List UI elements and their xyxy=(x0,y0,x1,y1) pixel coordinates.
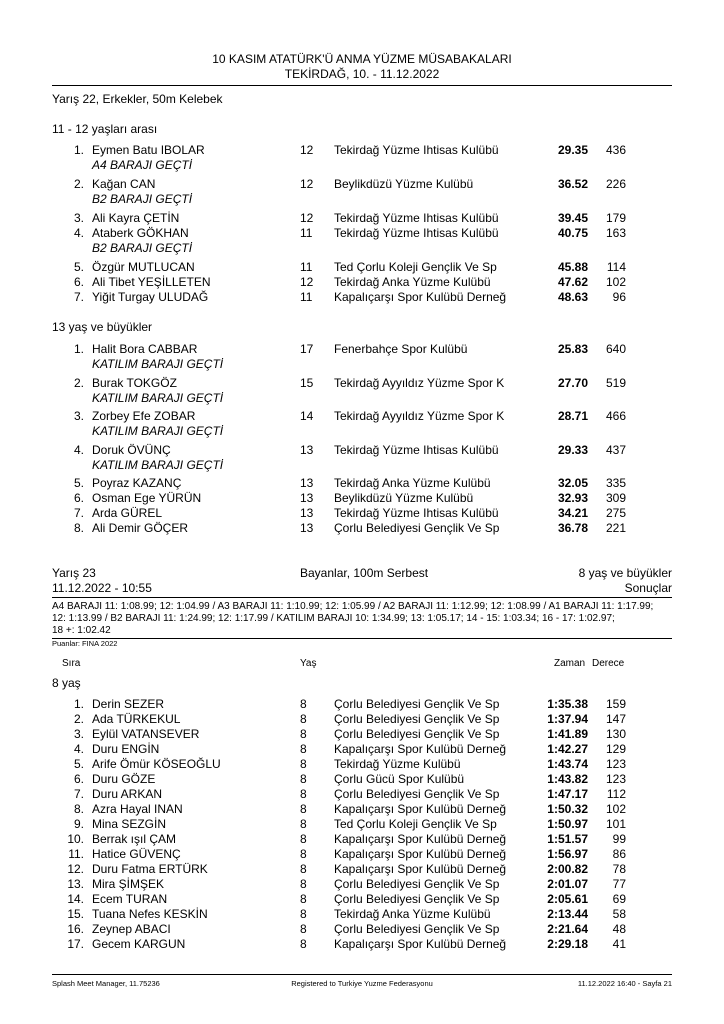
club-name: Beylikdüzü Yüzme Kulübü xyxy=(334,491,474,505)
swimmer-name: Ali Tibet YEŞİLLETEN xyxy=(92,275,211,289)
swimmer-name: Ada TÜRKEKUL xyxy=(92,712,181,726)
result-row xyxy=(0,817,724,831)
swimmer-name: Doruk ÖVÜNÇ xyxy=(92,443,171,457)
result-row xyxy=(0,832,724,846)
swim-time: 1:37.94 xyxy=(547,712,588,726)
swim-time: 1:35.38 xyxy=(547,697,588,711)
rank: 6. xyxy=(73,491,84,505)
club-name: Tekirdağ Ayyıldız Yüzme Spor K xyxy=(334,376,505,390)
rank: 13. xyxy=(67,877,84,891)
swimmer-name: Mira ŞİMŞEK xyxy=(92,877,165,891)
club-name: Tekirdağ Anka Yüzme Kulübü xyxy=(334,476,491,490)
swimmer-name: Eymen Batu IBOLAR xyxy=(92,143,205,157)
swimmer-name: Kağan CAN xyxy=(92,177,156,191)
club-name: Çorlu Belediyesi Gençlik Ve Sp xyxy=(334,787,500,801)
fina-points: 221 xyxy=(605,521,626,535)
race23-rule-bottom xyxy=(52,638,672,639)
club-name: Çorlu Belediyesi Gençlik Ve Sp xyxy=(334,697,500,711)
swimmer-name: Duru GÖZE xyxy=(92,772,156,786)
age: 11 xyxy=(300,260,313,274)
rank: 14. xyxy=(67,892,84,906)
fina-points: 102 xyxy=(605,802,626,816)
fina-points: 101 xyxy=(605,817,626,831)
age: 8 xyxy=(300,787,307,801)
fina-points: 640 xyxy=(605,342,626,356)
swimmer-name: Tuana Nefes KESKİN xyxy=(92,907,208,921)
result-row xyxy=(0,342,724,371)
rank: 6. xyxy=(73,275,84,289)
age: 12 xyxy=(300,211,314,225)
race23-datetime: 11.12.2022 - 10:55 xyxy=(52,581,152,595)
age: 12 xyxy=(300,275,314,289)
swimmer-name: Ataberk GÖKHAN xyxy=(92,226,189,240)
swim-time: 2:00.82 xyxy=(547,862,588,876)
rank: 2. xyxy=(73,712,84,726)
meet-location-date: TEKİRDAĞ, 10. - 11.12.2022 xyxy=(284,67,440,81)
points-note: Puanlar: FINA 2022 xyxy=(52,639,118,648)
result-row xyxy=(0,226,724,255)
result-row xyxy=(0,443,724,472)
rank: 16. xyxy=(67,922,84,936)
swimmer-name: Berrak ışıl ÇAM xyxy=(92,832,177,846)
result-row xyxy=(0,476,724,490)
age: 15 xyxy=(300,376,314,390)
meet-title: 10 KASIM ATATÜRK'Ü ANMA YÜZME MÜSABAKALARI xyxy=(212,52,512,66)
rank: 10. xyxy=(67,832,84,846)
club-name: Tekirdağ Ayyıldız Yüzme Spor K xyxy=(334,409,505,423)
swim-time: 27.70 xyxy=(557,376,588,390)
col-points-header: Derece xyxy=(592,658,625,669)
age: 8 xyxy=(300,772,307,786)
club-name: Ted Çorlu Koleji Gençlik Ve Sp xyxy=(334,260,497,274)
fina-points: 69 xyxy=(612,892,626,906)
rank: 3. xyxy=(73,409,84,423)
swimmer-name: Ali Kayra ÇETİN xyxy=(92,211,180,225)
swim-time: 2:21.64 xyxy=(547,922,588,936)
race23-standards-line1: A4 BARAJI 11: 1:08.99; 12: 1:04.99 / A3 BARAJI 11: 1:10.99; 12: 1:05.99 / A2 BARAJI 11: 1:12.99; 12: 1:08.99 / A1 BARAJI 11: 1:17.99; xyxy=(52,601,654,612)
race23-category: 8 yaş ve büyükler xyxy=(578,566,672,580)
rank: 7. xyxy=(73,506,84,520)
fina-points: 123 xyxy=(605,772,626,786)
result-row xyxy=(0,491,724,505)
fina-points: 466 xyxy=(605,409,626,423)
swim-time: 28.71 xyxy=(557,409,588,423)
age: 11 xyxy=(300,226,313,240)
fina-points: 77 xyxy=(612,877,626,891)
race23-group-label: 8 yaş xyxy=(52,676,81,690)
swim-time: 25.83 xyxy=(557,342,588,356)
age: 8 xyxy=(300,712,307,726)
qualification-note: KATILIM BARAJI GEÇTİ xyxy=(92,357,224,371)
result-row xyxy=(0,922,724,936)
result-row xyxy=(0,862,724,876)
rank: 15. xyxy=(67,907,84,921)
race23-status: Sonuçlar xyxy=(624,581,672,595)
swimmer-name: Burak TOKGÖZ xyxy=(92,376,177,390)
club-name: Tekirdağ Anka Yüzme Kulübü xyxy=(334,907,491,921)
swim-time: 1:50.32 xyxy=(547,802,588,816)
rank: 9. xyxy=(73,817,84,831)
rank: 8. xyxy=(73,521,84,535)
club-name: Ted Çorlu Koleji Gençlik Ve Sp xyxy=(334,817,497,831)
rank: 4. xyxy=(73,226,84,240)
swim-time: 1:43.74 xyxy=(547,757,588,771)
fina-points: 112 xyxy=(606,787,626,801)
swimmer-name: Zorbey Efe ZOBAR xyxy=(92,409,196,423)
age: 8 xyxy=(300,802,307,816)
result-row xyxy=(0,937,724,951)
swim-time: 2:13.44 xyxy=(547,907,588,921)
club-name: Çorlu Belediyesi Gençlik Ve Sp xyxy=(334,521,500,535)
fina-points: 147 xyxy=(605,712,626,726)
club-name: Kapalıçarşı Spor Kulübü Derneğ xyxy=(334,937,507,951)
result-row xyxy=(0,409,724,438)
rank: 5. xyxy=(73,476,84,490)
rank: 11. xyxy=(68,847,84,861)
fina-points: 114 xyxy=(606,260,626,274)
result-row xyxy=(0,521,724,535)
qualification-note: KATILIM BARAJI GEÇTİ xyxy=(92,458,224,472)
fina-points: 436 xyxy=(605,143,626,157)
swimmer-name: Ecem TURAN xyxy=(92,892,168,906)
fina-points: 437 xyxy=(605,443,626,457)
result-row xyxy=(0,742,724,756)
age: 8 xyxy=(300,847,307,861)
club-name: Çorlu Belediyesi Gençlik Ve Sp xyxy=(334,877,500,891)
swimmer-name: Duru Fatma ERTÜRK xyxy=(92,862,208,876)
swim-time: 2:01.07 xyxy=(547,877,588,891)
swimmer-name: Zeynep ABACI xyxy=(92,922,171,936)
age: 8 xyxy=(300,757,307,771)
race22-group2-label: 13 yaş ve büyükler xyxy=(52,320,153,334)
swim-time: 2:29.18 xyxy=(547,937,588,951)
club-name: Kapalıçarşı Spor Kulübü Derneğ xyxy=(334,832,507,846)
rank: 8. xyxy=(73,802,84,816)
swimmer-name: Osman Ege YÜRÜN xyxy=(92,491,202,505)
fina-points: 275 xyxy=(605,506,626,520)
result-row xyxy=(0,802,724,816)
fina-points: 48 xyxy=(612,922,626,936)
club-name: Kapalıçarşı Spor Kulübü Derneğ xyxy=(334,290,507,304)
swim-time: 32.05 xyxy=(557,476,588,490)
swimmer-name: Hatice GÜVENÇ xyxy=(92,847,181,861)
race23-number: Yarış 23 xyxy=(52,566,96,580)
age: 13 xyxy=(300,443,314,457)
age: 8 xyxy=(300,922,307,936)
club-name: Tekirdağ Yüzme Ihtisas Kulübü xyxy=(334,211,499,225)
result-row xyxy=(0,506,724,520)
age: 8 xyxy=(300,742,307,756)
fina-points: 129 xyxy=(605,742,626,756)
race23-standards-line3: 18 +: 1:02.42 xyxy=(52,625,111,636)
rank: 3. xyxy=(73,727,84,741)
club-name: Çorlu Belediyesi Gençlik Ve Sp xyxy=(334,727,500,741)
age: 8 xyxy=(300,697,307,711)
rank: 6. xyxy=(73,772,84,786)
swimmer-name: Gecem KARGUN xyxy=(92,937,186,951)
swim-time: 47.62 xyxy=(557,275,588,289)
result-row xyxy=(0,290,724,304)
club-name: Kapalıçarşı Spor Kulübü Derneğ xyxy=(334,802,507,816)
fina-points: 519 xyxy=(605,376,626,390)
result-row xyxy=(0,376,724,405)
swim-time: 1:51.57 xyxy=(547,832,588,846)
swim-time: 2:05.61 xyxy=(547,892,588,906)
club-name: Kapalıçarşı Spor Kulübü Derneğ xyxy=(334,862,507,876)
swim-time: 45.88 xyxy=(557,260,588,274)
qualification-note: A4 BARAJI GEÇTİ xyxy=(92,158,193,172)
age: 8 xyxy=(300,727,307,741)
age: 13 xyxy=(300,506,314,520)
rank: 1. xyxy=(73,143,84,157)
swimmer-name: Mina SEZGİN xyxy=(92,817,167,831)
swimmer-name: Duru ARKAN xyxy=(92,787,163,801)
result-row xyxy=(0,847,724,861)
fina-points: 123 xyxy=(605,757,626,771)
rank: 2. xyxy=(73,177,84,191)
club-name: Çorlu Belediyesi Gençlik Ve Sp xyxy=(334,922,500,936)
swim-time: 36.78 xyxy=(557,521,588,535)
swim-time: 36.52 xyxy=(557,177,588,191)
result-row xyxy=(0,143,724,172)
age: 8 xyxy=(300,862,307,876)
result-row xyxy=(0,907,724,921)
result-row xyxy=(0,177,724,206)
age: 13 xyxy=(300,491,314,505)
header-rule xyxy=(52,85,672,86)
swimmer-name: Duru ENGİN xyxy=(92,742,160,756)
club-name: Beylikdüzü Yüzme Kulübü xyxy=(334,177,474,191)
swim-time: 29.35 xyxy=(557,143,588,157)
swim-time: 1:47.17 xyxy=(547,787,588,801)
result-row xyxy=(0,757,724,771)
swimmer-name: Arife Ömür KÖSEOĞLU xyxy=(92,757,221,771)
fina-points: 163 xyxy=(605,226,626,240)
race23-rule-top xyxy=(52,597,672,598)
swimmer-name: Derin SEZER xyxy=(92,697,165,711)
rank: 17. xyxy=(67,937,84,951)
swimmer-name: Poyraz KAZANÇ xyxy=(92,476,182,490)
fina-points: 96 xyxy=(612,290,626,304)
qualification-note: KATILIM BARAJI GEÇTİ xyxy=(92,424,224,438)
result-row xyxy=(0,787,724,801)
swimmer-name: Azra Hayal INAN xyxy=(92,802,183,816)
fina-points: 179 xyxy=(605,211,626,225)
result-row xyxy=(0,772,724,786)
result-row xyxy=(0,877,724,891)
swimmer-name: Ali Demir GÖÇER xyxy=(92,521,189,535)
fina-points: 102 xyxy=(605,275,626,289)
club-name: Tekirdağ Yüzme Kulübü xyxy=(334,757,461,771)
age: 8 xyxy=(300,832,307,846)
rank: 1. xyxy=(73,342,84,356)
swim-time: 39.45 xyxy=(557,211,588,225)
age: 8 xyxy=(300,877,307,891)
fina-points: 309 xyxy=(605,491,626,505)
swimmer-name: Özgür MUTLUCAN xyxy=(92,260,195,274)
swimmer-name: Eylül VATANSEVER xyxy=(92,727,200,741)
fina-points: 78 xyxy=(612,862,626,876)
age: 12 xyxy=(300,177,314,191)
col-rank-header: Sıra xyxy=(62,658,81,669)
result-row xyxy=(0,275,724,289)
race23-event: Bayanlar, 100m Serbest xyxy=(300,566,429,580)
club-name: Çorlu Belediyesi Gençlik Ve Sp xyxy=(334,892,500,906)
rank: 4. xyxy=(73,742,84,756)
fina-points: 226 xyxy=(605,177,626,191)
age: 13 xyxy=(300,476,314,490)
club-name: Çorlu Belediyesi Gençlik Ve Sp xyxy=(334,712,500,726)
club-name: Tekirdağ Yüzme Ihtisas Kulübü xyxy=(334,506,499,520)
fina-points: 159 xyxy=(605,697,626,711)
swim-time: 29.33 xyxy=(557,443,588,457)
swim-time: 32.93 xyxy=(557,491,588,505)
age: 12 xyxy=(300,143,314,157)
result-row xyxy=(0,260,724,274)
swimmer-name: Arda GÜREL xyxy=(92,506,163,520)
age: 8 xyxy=(300,907,307,921)
rank: 12. xyxy=(67,862,84,876)
rank: 5. xyxy=(73,757,84,771)
col-time-header: Zaman xyxy=(554,658,586,669)
swim-time: 1:41.89 xyxy=(547,727,588,741)
swim-time: 1:42.27 xyxy=(547,742,588,756)
result-row xyxy=(0,892,724,906)
rank: 5. xyxy=(73,260,84,274)
result-row xyxy=(0,211,724,225)
footer-software: Splash Meet Manager, 11.75236 xyxy=(52,979,160,988)
rank: 7. xyxy=(73,290,84,304)
club-name: Tekirdağ Anka Yüzme Kulübü xyxy=(334,275,491,289)
fina-points: 41 xyxy=(612,937,626,951)
swim-time: 1:56.97 xyxy=(547,847,588,861)
fina-points: 335 xyxy=(605,476,626,490)
age: 17 xyxy=(300,342,314,356)
rank: 2. xyxy=(73,376,84,390)
club-name: Tekirdağ Yüzme Ihtisas Kulübü xyxy=(334,443,499,457)
qualification-note: B2 BARAJI GEÇTİ xyxy=(92,192,193,206)
race23-standards-line2: 12: 1:13.99 / B2 BARAJI 11: 1:24.99; 12: 1:17.99 / KATILIM BARAJI 10: 1:34.99; 13: 1:05.17; 14 - 15: 1:03.34; 16 - 17: 1:02.97; xyxy=(52,613,615,624)
result-row xyxy=(0,697,724,711)
qualification-note: KATILIM BARAJI GEÇTİ xyxy=(92,391,224,405)
swim-time: 48.63 xyxy=(557,290,588,304)
footer-registration: Registered to Turkiye Yuzme Federasyonu xyxy=(291,979,433,988)
fina-points: 86 xyxy=(612,847,626,861)
footer-rule xyxy=(52,974,672,975)
fina-points: 130 xyxy=(605,727,626,741)
swim-time: 1:43.82 xyxy=(547,772,588,786)
club-name: Tekirdağ Yüzme Ihtisas Kulübü xyxy=(334,143,499,157)
col-age-header: Yaş xyxy=(300,658,317,669)
qualification-note: B2 BARAJI GEÇTİ xyxy=(92,241,193,255)
rank: 1. xyxy=(73,697,84,711)
fina-points: 58 xyxy=(612,907,626,921)
result-row xyxy=(0,727,724,741)
swim-time: 34.21 xyxy=(557,506,588,520)
age: 13 xyxy=(300,521,314,535)
age: 8 xyxy=(300,892,307,906)
rank: 7. xyxy=(73,787,84,801)
race22-title: Yarış 22, Erkekler, 50m Kelebek xyxy=(52,92,223,106)
result-row xyxy=(0,712,724,726)
race22-group1-label: 11 - 12 yaşları arası xyxy=(52,122,158,136)
swimmer-name: Halit Bora CABBAR xyxy=(92,342,198,356)
swim-time: 1:50.97 xyxy=(547,817,588,831)
age: 11 xyxy=(300,290,313,304)
age: 14 xyxy=(300,409,314,423)
age: 8 xyxy=(300,817,307,831)
club-name: Kapalıçarşı Spor Kulübü Derneğ xyxy=(334,742,507,756)
swimmer-name: Yiğit Turgay ULUDAĞ xyxy=(92,290,209,304)
club-name: Kapalıçarşı Spor Kulübü Derneğ xyxy=(334,847,507,861)
age: 8 xyxy=(300,937,307,951)
club-name: Tekirdağ Yüzme Ihtisas Kulübü xyxy=(334,226,499,240)
rank: 3. xyxy=(73,211,84,225)
rank: 4. xyxy=(73,443,84,457)
club-name: Fenerbahçe Spor Kulübü xyxy=(334,342,468,356)
fina-points: 99 xyxy=(612,832,626,846)
club-name: Çorlu Gücü Spor Kulübü xyxy=(334,772,465,786)
swim-time: 40.75 xyxy=(557,226,588,240)
footer-page-info: 11.12.2022 16:40 - Sayfa 21 xyxy=(577,979,672,988)
